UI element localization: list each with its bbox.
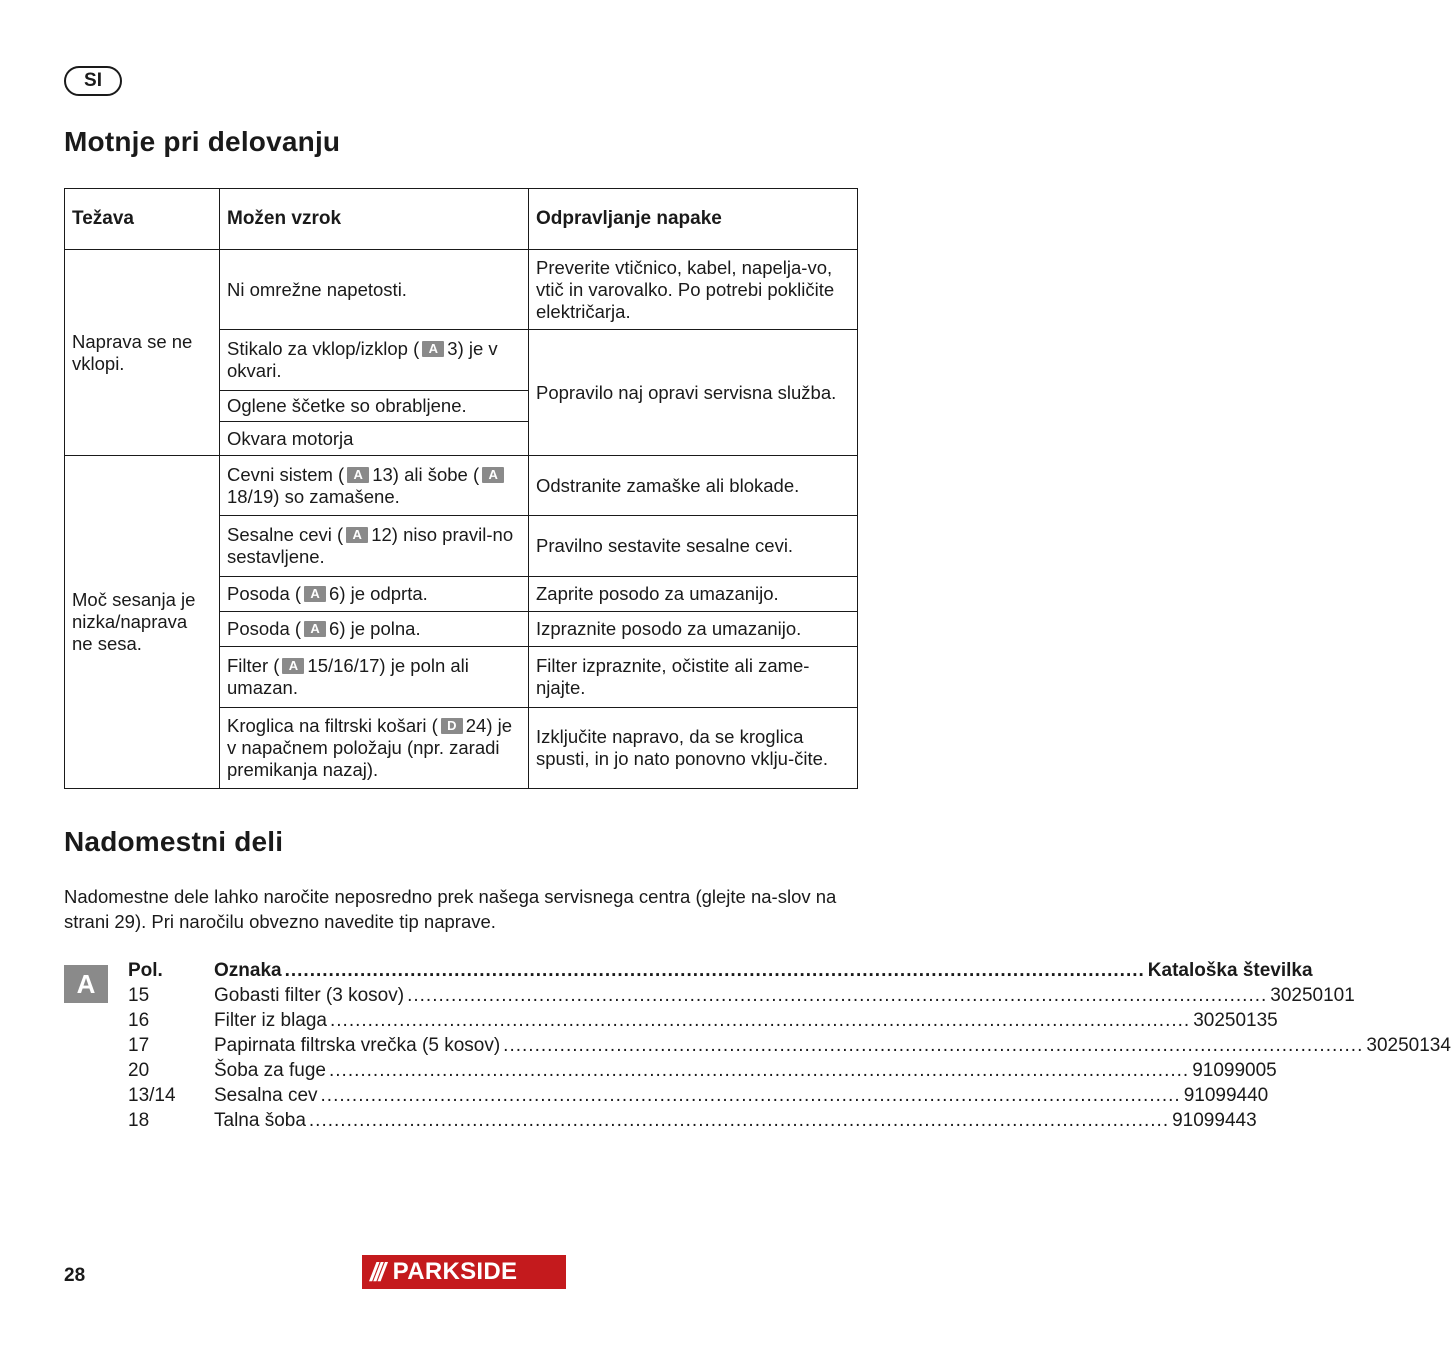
logo-text: PARKSIDE <box>392 1258 518 1285</box>
cause-cell: Kroglica na filtrski košari ( D 24) je v napačnem položaju (npr. zaradi premikanja nazaj). <box>220 708 529 789</box>
remedy-cell: Izpraznite posodo za umazanijo. <box>529 612 858 647</box>
faults-table <box>64 188 858 789</box>
logo-slashes: /// <box>370 1256 383 1287</box>
dot-leader: ......................................................................................................................................... <box>308 1110 1170 1131</box>
table-row <box>65 456 858 516</box>
figure-ref-badge: A <box>422 341 444 357</box>
header-catalog: Kataloška številka <box>1147 960 1313 981</box>
figure-ref-badge: A <box>304 586 326 602</box>
header-problem: Težava <box>65 189 220 250</box>
parts-list-header <box>128 958 1313 983</box>
remedy-cell: Zaprite posodo za umazanijo. <box>529 577 858 612</box>
list-item <box>128 1108 1257 1133</box>
item-name: Papirnata filtrska vrečka (5 kosov) <box>214 1035 501 1056</box>
list-item <box>128 1083 1269 1108</box>
item-name: Gobasti filter (3 kosov) <box>214 985 405 1006</box>
item-name: Sesalna cev <box>214 1085 318 1106</box>
cause-cell: Posoda ( A 6) je odprta. <box>220 577 529 612</box>
cause-cell: Sesalne cevi ( A 12) niso pravil-no sestavljene. <box>220 516 529 577</box>
cause-cell: Oglene ščetke so obrabljene. <box>220 391 529 422</box>
item-name: Filter iz blaga <box>214 1010 327 1031</box>
item-catalog: 30250135 <box>1193 1010 1278 1031</box>
list-item <box>128 1033 1451 1058</box>
figure-ref-badge: A <box>482 467 504 483</box>
dot-leader: ......................................................................................................................................... <box>330 1010 1191 1031</box>
item-catalog: 91099440 <box>1183 1085 1269 1106</box>
dot-leader: ......................................................................................................................................... <box>328 1060 1190 1081</box>
item-pos: 20 <box>128 1060 150 1081</box>
item-name: Šoba za fuge <box>214 1060 326 1081</box>
table-row <box>65 250 858 330</box>
cause-cell: Filter ( A 15/16/17) je poln ali umazan. <box>220 647 529 708</box>
parkside-logo <box>362 1255 566 1289</box>
remedy-cell: Izključite napravo, da se kroglica spusti, in jo nato ponovno vklju-čite. <box>529 708 858 789</box>
list-item <box>128 983 1355 1008</box>
problem-cell: Naprava se ne vklopi. <box>65 250 220 456</box>
language-badge: SI <box>64 66 122 96</box>
remedy-cell: Popravilo naj opravi servisna služba. <box>529 330 858 456</box>
figure-ref-badge: D <box>441 718 463 734</box>
parts-list <box>128 958 1451 1133</box>
cause-cell: Ni omrežne napetosti. <box>220 250 529 330</box>
cause-cell: Cevni sistem ( A 13) ali šobe ( A18/19) so zamašene. <box>220 456 529 516</box>
faults-table-header <box>65 189 858 250</box>
remedy-cell: Odstranite zamaške ali blokade. <box>529 456 858 516</box>
figure-ref-badge: A <box>304 621 326 637</box>
figure-ref-badge: A <box>346 527 368 543</box>
header-cause: Možen vzrok <box>220 189 529 250</box>
dot-leader: ......................................................................................................................................... <box>284 960 1145 981</box>
item-pos: 17 <box>128 1035 150 1056</box>
figure-ref-badge: A <box>64 965 108 1003</box>
item-pos: 18 <box>128 1110 150 1131</box>
page-number: 28 <box>64 1265 86 1286</box>
header-name: Oznaka <box>214 960 282 981</box>
item-catalog: 91099443 <box>1172 1110 1257 1131</box>
item-pos: 13/14 <box>128 1085 176 1106</box>
figure-ref-badge: A <box>282 658 304 674</box>
dot-leader: ......................................................................................................................................... <box>503 1035 1364 1056</box>
problem-cell: Moč sesanja je nizka/naprava ne sesa. <box>65 456 220 789</box>
dot-leader: ......................................................................................................................................... <box>320 1085 1181 1106</box>
parts-section-title: Nadomestni deli <box>64 826 284 857</box>
header-pos: Pol. <box>128 960 163 981</box>
list-item <box>128 1058 1277 1083</box>
remedy-cell: Pravilno sestavite sesalne cevi. <box>529 516 858 577</box>
item-pos: 16 <box>128 1010 150 1031</box>
remedy-cell: Preverite vtičnico, kabel, napelja-vo, vtič in varovalko. Po potrebi pokličite električarja. <box>529 250 858 330</box>
item-name: Talna šoba <box>214 1110 306 1131</box>
parts-intro-text: Nadomestne dele lahko naročite neposredno prek našega servisnega centra (glejte na-slov na strani 29). Pri naročilu obvezno navedite tip naprave. <box>64 886 837 932</box>
cause-cell: Posoda ( A 6) je polna. <box>220 612 529 647</box>
item-catalog: 91099005 <box>1192 1060 1277 1081</box>
figure-ref-badge: A <box>347 467 369 483</box>
cause-cell: Stikalo za vklop/izklop ( A 3) je v okvari. <box>220 330 529 391</box>
item-catalog: 30250101 <box>1270 985 1355 1006</box>
item-pos: 15 <box>128 985 150 1006</box>
remedy-cell: Filter izpraznite, očistite ali zame-njajte. <box>529 647 858 708</box>
item-catalog: 30250134 <box>1366 1035 1451 1056</box>
faults-section-title: Motnje pri delovanju <box>64 126 341 157</box>
list-item <box>128 1008 1278 1033</box>
dot-leader: ......................................................................................................................................... <box>407 985 1268 1006</box>
cause-cell: Okvara motorja <box>220 422 529 456</box>
header-remedy: Odpravljanje napake <box>529 189 858 250</box>
